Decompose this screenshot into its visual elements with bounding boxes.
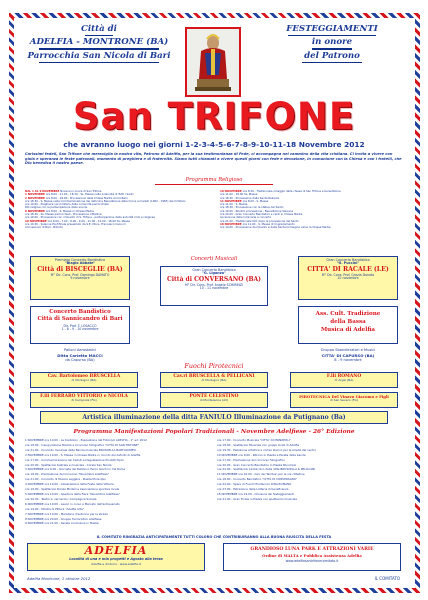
program-row-text: ore 11.00 - S. Messa di ringraziamento [242, 221, 295, 226]
religious-left-list [25, 190, 207, 230]
program-row-text: ore 18.30 - S. Messa nella Commemorazione dei defunti e Benedizione della Croce ai Caduti (1962 - 1983) del Cimitero [25, 198, 186, 203]
band-name: "G. Puccini" [336, 261, 360, 266]
program-row-date: 6 NOVEMBRE [25, 208, 46, 213]
firework-name: F.lli FERRARO VITTORIO e NICOLA [40, 394, 128, 399]
band-label: Gran Concerto Bandistico [192, 268, 236, 272]
program-row-text: ore 21.00 - Tradizionale falò dopo la processione del Santo [220, 218, 299, 223]
program-row: ore 17.00 - Commemorazione dei Caduti e Degustazione Prodotti tipici [25, 457, 124, 462]
adelfia-logo: ADELFIA [84, 544, 148, 557]
band-bisceglie [30, 256, 130, 300]
association-line: Ass. Cult. Tradizione [315, 311, 381, 317]
program-row-text: ore 8.00 - 18.00 - Processione dalla Chiesa Madre al Cimitero [45, 195, 128, 200]
band-sannicandro [30, 306, 130, 344]
band-label: Premiato Concerto Bandistico [54, 258, 106, 262]
program-row-text: Riti religiosi con la partecipazione delle scuole [25, 205, 88, 210]
program-row-text: Accensione delle luminarie e concerto [220, 215, 272, 220]
program-row-date: 10 NOVEMBRE [25, 218, 48, 223]
lunapark-line: www.adelfiasantrifonecomitato.it [285, 559, 339, 563]
religious-right-list [220, 190, 402, 230]
program-row: 4 NOVEMBRE ore 10.00 - Celebrazione della Festa della Vittoria [25, 482, 114, 487]
program-row-text: ore 8.00 - 11.00 - 18.30 - Ss. Messe nella solennità di Tutti i Santi [45, 192, 134, 197]
header-underline [312, 48, 352, 49]
program-row-text: ore 8.30 - Tradizionale omaggio dalla chiesa di San Trifone e benedizione [242, 190, 341, 193]
program-row-text: ore 18.30 - Processione dalla Santa Reliquia [220, 195, 280, 200]
band-date: 10 - 11 novembre [199, 285, 229, 290]
intro-greeting: Carissimi fedeli, [25, 152, 58, 156]
program-row: ore 22.00 - Sparo di Fuochi Pirotecnici Ditta ROMANO [217, 482, 292, 487]
firework-item [290, 392, 398, 408]
program-row: 10 NOVEMBRE ore 9.00 - Ritrovo in Piazza e Parata delle bande [217, 452, 306, 457]
popular-right-column [217, 438, 403, 533]
religious-title: Programma Religioso [185, 177, 243, 183]
saint-image [185, 27, 241, 97]
program-row-date: DAL 1 AL 9 NOVEMBRE [25, 190, 61, 193]
program-row: ore 18.00 - Concerto Bandistico "CITTÀ DI CONVERSANO" [217, 477, 298, 482]
balloons-block [30, 348, 130, 363]
firework-place: di Modugno (BA) [201, 378, 227, 382]
balloons-line: Ditta Carletto MACCI [57, 353, 103, 358]
dates-line: che avranno luogo nei giorni 1-2-3-4-5-6-7-8-9-10-11-18 Novembre 2012 [63, 140, 365, 149]
program-row: 7 NOVEMBRE ore 10.00 - Maratona d'autunno per le strade [25, 511, 108, 516]
program-row: 18 NOVEMBRE ore 19.00 - Chiusura dei festeggiamenti [217, 491, 295, 496]
header-underline [302, 62, 362, 63]
lights-banner: Artistica illuminazione della ditta FANIULO Illuminazione da Putignano (Ba) [40, 411, 388, 424]
fireworks-title: Fuochi Pirotecnici [184, 362, 244, 370]
saint-statue-illustration [187, 29, 239, 95]
program-row: ore 21.00 - Gran Finale in Piazza con spettacolo musicale [217, 496, 297, 501]
program-row: ore 19.00 - Mostra di Pittura "Adelfia Arte" [25, 506, 85, 511]
program-row: ore 22.00 - Spettacolo pirotecnico della ditta BRUSCELLA & PELLICANI [217, 467, 316, 472]
flagwavers-block [298, 348, 398, 363]
band-date: 10 novembre [337, 275, 359, 280]
popular-left-column [25, 438, 211, 533]
music-title: Concerti Musicali [190, 256, 238, 262]
popular-title: Programma Manifestazioni Popolari Tradizionali - Novembre Adelfiese - 26° Edizione [73, 428, 355, 435]
firework-name: PIROTECNICA Del Vinavo Giacomo e Figli [299, 394, 389, 399]
program-row: 2 NOVEMBRE ore 10.00 - S. Messa in Chiesa Madre in ricordo dei defunti di Adelfia [25, 452, 141, 457]
program-row-text: ore 10.30 - Solenne Pontificale presieduto da S.E. Mons. Francesco Cacucci [25, 221, 126, 226]
header-right-line: del Patrono [304, 50, 360, 61]
header-underline [39, 62, 159, 63]
flagwavers-line: CITTA' DI CAPURSO (BA) [321, 353, 375, 358]
header-underline [39, 48, 159, 49]
header-right [262, 24, 402, 63]
header-left [24, 24, 174, 63]
header-left-line: ADELFIA - MONTRONE (BA) [29, 37, 169, 48]
program-row-text: ore 11.00 - S. Messa [220, 202, 248, 207]
program-row [25, 226, 207, 229]
firework-place: di San Severo (FG) [329, 398, 358, 402]
program-row-text: ore 8.00 - S. Messa in Chiesa Madre [45, 208, 94, 213]
divider [155, 184, 273, 185]
adelfia-line: Località di una e mia progetti e Agosto alla terza [69, 557, 163, 561]
header-left-line: Parrocchia San Nicola di Bari [27, 50, 171, 61]
association-adelfia [298, 306, 398, 344]
header-left-line: Città di [81, 24, 117, 34]
program-row-text: ore 20.00 - Gran Concerto Bandistico e canti in Chiesa Madre [220, 212, 303, 217]
program-row: 1 NOVEMBRE ore 10.00 - Le tradizioni - Esposizione del Fotoclub ADELFIA - 1° ed. 2012 [25, 438, 147, 442]
band-director: M° Dir. Cons. Prof. Grazia Donato [321, 272, 375, 277]
program-row-text: ore 18.30 - Processione con la statua del Santo [220, 205, 284, 210]
program-row: ore 19.30 - Esibizione Artistica e corteo storico per le strade del centro [217, 447, 317, 452]
program-row-text: ore 8.00 - S. Messa [242, 198, 269, 203]
header-right-line: in onore [311, 37, 353, 48]
firework-item [30, 392, 138, 408]
program-row: ore 20.00 - Gran Concerto Bandistico in Piazza Municipio [217, 462, 297, 467]
firework-place: di Argel (BA) [334, 378, 354, 382]
program-row-text: ore 18.30 - Ss. Messe parrocchiali - Processione cittadina [25, 212, 102, 217]
popular-right-list [217, 438, 403, 502]
program-row-text: Arcivescovo di Bari - Bitonto [25, 225, 63, 230]
footer-right: IL COMITATO [374, 576, 400, 581]
program-row: ore 20.30 - Teatro in vernacolo: Compagnia Sociale [25, 496, 97, 501]
program-row: ore 17.00 - Concerto Musicale "CITTA' DI MONOPOLI" [217, 438, 291, 442]
band-city: Città di CONVERSANO (BA) [166, 275, 262, 283]
program-row: 3 NOVEMBRE ore 9.00 - Giornata dei Bambini: Parco Giochi in Via Roma [25, 467, 126, 472]
program-row-text: Novena in onore di San Trifone [60, 190, 102, 193]
firework-name: Cav.ri BRUSCELLA & PELLICANI [173, 374, 255, 379]
band-name: "Biagio Abbate" [64, 261, 96, 266]
band-label: Gran Concerto Bandistico [326, 258, 370, 262]
firework-place: di Monteleone (AV) [199, 398, 229, 402]
association-line: della Bassa [330, 319, 366, 325]
program-row-date: 1 NOVEMBRE [25, 192, 46, 197]
program-row-date: 10 NOVEMBRE [220, 190, 243, 193]
program-row: ore 21.00 - Concerto musicale della Banda musicale BRUSCELLA BARTOLOMEO [25, 447, 136, 452]
band-director: M° Dir. Cons. Prof. Angelo SCHIRINZI [185, 282, 243, 287]
intro-body: San Trifone che meraviglia la nostra vita, Patrono di Adelfia, per la sua testimonianza di Fede, ci accompagna nel cammino della vita cristiana. Ci invita a vivere con gioia e speranza le feste patronali, momento di preghiera e di fraternità. Siamo tutti chiamati a vivere questi giorni con fede e devozione, in comunione con la Chiesa e con i fratelli, che Dio benedica il nostro paese. [25, 152, 402, 166]
popular-left-list [25, 438, 211, 526]
religious-right-column [220, 190, 402, 248]
adelfia-line: Adelfia e dintorni - www.adelfia.it [91, 562, 141, 566]
program-row: 11 NOVEMBRE ore 10.00 - Giro dei Tamburi per le vie cittadine [217, 472, 305, 477]
program-row: ore 23.00 - Estrazione della Lotteria di beneficenza [217, 487, 289, 492]
program-row: 6 NOVEMBRE ore 10.00 - Lavori in corso e Mercato dell'antiquariato [25, 501, 120, 506]
program-row-date: 11 NOVEMBRE [220, 198, 243, 203]
firework-name: PONTE CELESTINO [189, 394, 239, 399]
program-row-text: ore 19.00 - Preghiera nel Cimitero dalla comunità parrocchiale [25, 202, 109, 207]
band-name: "G. Ligonzo" [202, 271, 226, 276]
band-conversano [160, 266, 268, 306]
flagwavers-line: Gruppo Sbandieratori e Musici [320, 348, 376, 352]
page-title: San TRIFONE [72, 95, 356, 138]
adelfia-banner [27, 543, 205, 571]
firework-name: Cav. Bartolomeo BRUSCELLA [47, 374, 121, 379]
lunapark-banner [223, 543, 401, 571]
program-row: ore 18.00 - Spettacolo Musicale con gruppi locali di Adelfia [217, 442, 300, 447]
program-row: ore 17.30 - Premiazione del concorso fotografico [217, 457, 285, 462]
program-row: 9 NOVEMBRE ore 21.00 - Serata conclusiva in Piazza [25, 521, 99, 526]
program-row: ore 18.00 - Premiazione del Concorso "Novembre Adelfiese" [25, 472, 110, 477]
program-row: 5 NOVEMBRE ore 10.00 - Apertura della Fiera "Novembre Adelfiese" [25, 491, 120, 496]
program-row: ore 19.00 - Spettacolo Danza Moderna Associazione sportiva locale [25, 487, 120, 492]
program-row-date: 2 NOVEMBRE [25, 195, 46, 200]
program-row: ore 21.00 - Concerto di Musica Leggera - Piazza Municipio [25, 477, 106, 482]
program-row: 8 NOVEMBRE ore 20.00 - Gruppo folcloristico adelfiese [25, 516, 102, 521]
firework-item [160, 392, 268, 408]
program-row-text: ore 19.00 - Processione del Quadro e della Santa Immagine verso la Chiesa Madre [220, 225, 331, 230]
lunapark-line: GRANDIOSO LUNA PARK E ATTRAZIONI VARIE [250, 547, 374, 552]
firework-name: F.lli ROMANO [326, 374, 362, 379]
program-row-text: ore 11.00 - 18.00 Ss. Messe [220, 192, 258, 197]
religious-left-column [25, 190, 207, 248]
band-director: Dir. Prof. F. LOSACCO [63, 324, 97, 328]
firework-place: di Cerignola (FG) [71, 398, 97, 402]
band-date: 9 novembre [70, 275, 90, 280]
lunapark-line: Ordine di MALTA e Pubblica Assistenza Adelfia [262, 553, 362, 558]
intro-text [25, 152, 403, 166]
header-underline [288, 35, 376, 36]
firework-item [160, 372, 268, 388]
band-name: Città di Sannicandro di Bari [37, 316, 123, 322]
band-label: Concerto Bandistico [49, 309, 111, 315]
band-date: 1 - 8 - 9 - 10 novembre [61, 327, 99, 332]
association-line: Musica di Adelfia [320, 327, 376, 333]
firework-item [30, 372, 138, 388]
program-row: ore 20.00 - Spettacolo teatrale e musicale - Corale San Nicola [25, 462, 112, 467]
program-row-text: ore 19.00 - Processione con il Quadro di S. Trifone - partecipazione delle autorità civili e religiose [25, 215, 155, 220]
band-city: CITTA' DI RACALE (LE) [307, 265, 389, 273]
committee-note: IL COMITATO RINGRAZIA ANTICIPATAMENTE TUTTI COLORO CHE CONTRIBUIRANNO ALLA BUONA RIUSCITA DELLA FESTA [96, 535, 332, 539]
band-racale [298, 256, 398, 300]
program-row-text: ore 6.00 - 7.00 - 8.00 - 9.00 - 11.00 - 12.00 - 18.00 Ss. Messe [47, 218, 131, 223]
header-right-line: FESTEGGIAMENTI [286, 24, 378, 34]
program-row [220, 226, 402, 229]
balloons-line: da Capurso (BA) [65, 358, 95, 362]
band-director: M° Dir. Cons. Prof. Domingo DAMATO [50, 272, 110, 277]
program-row-text: ore 19.00 - Rientro processione - Benedizione Solenne [220, 208, 294, 213]
footer-left: Adelfia Montrone, 1 ottobre 2012 [27, 576, 91, 581]
band-city: Città di BISCEGLIE (BA) [37, 265, 123, 273]
firework-place: di Modugno (BA) [71, 378, 97, 382]
balloons-line: Palloni Aerostatici [64, 348, 96, 352]
program-row: ore 18.00 - Inaugurazione Mostra e Concorso fotografico "CITTÀ DI SAN TRIFONE" [25, 442, 140, 447]
firework-item [290, 372, 398, 388]
program-row-date: 18 NOVEMBRE [220, 221, 243, 226]
flagwavers-line: 8 - 9 novembre [334, 358, 362, 362]
